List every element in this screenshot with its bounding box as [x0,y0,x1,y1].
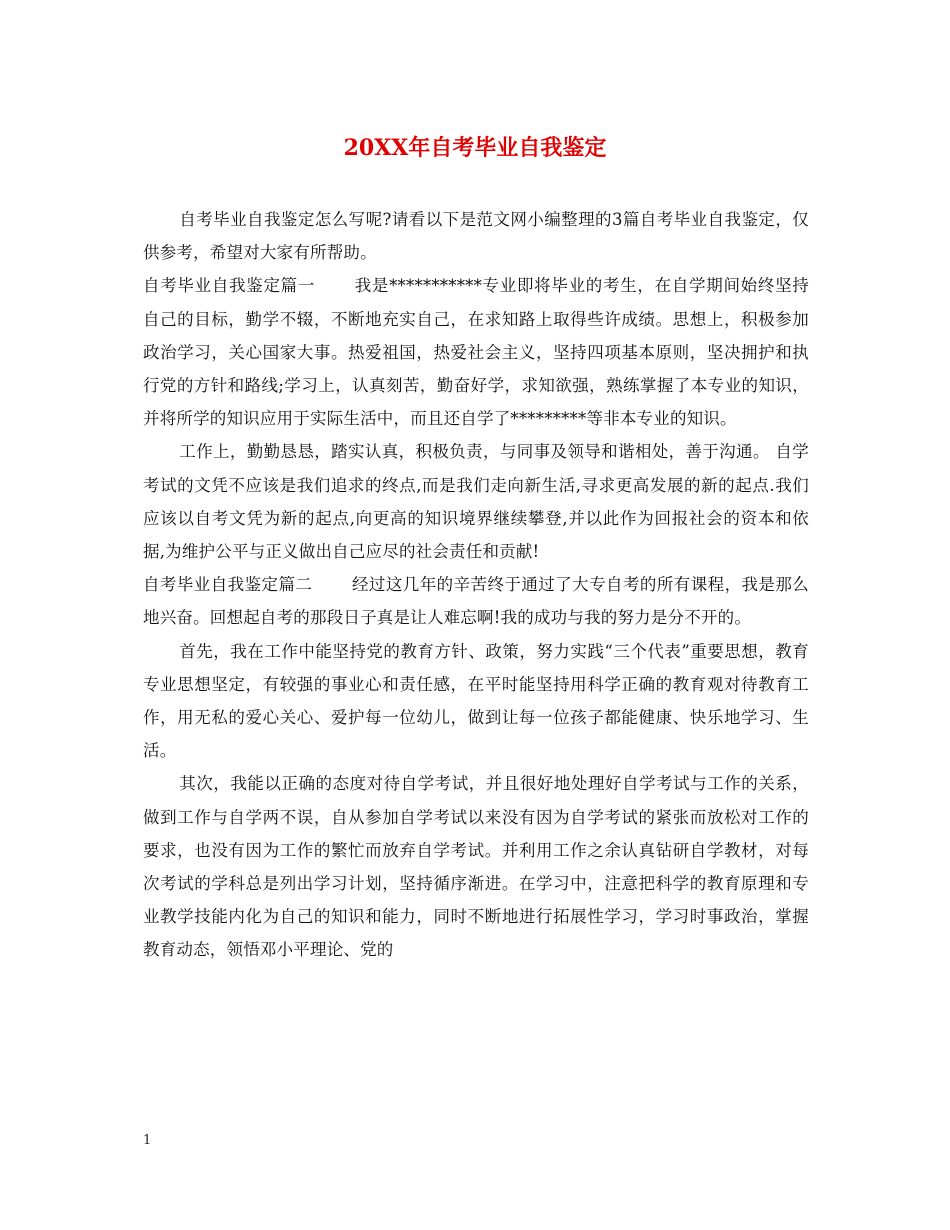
section-two-paragraph [143,568,809,634]
section-one-paragraph [143,269,809,435]
first-point-paragraph: 首先，我在工作中能坚持党的教育方针、政策，努力实践“三个代表”重要思想，教育专业思想坚定，有较强的事业心和责任感，在平时能坚持用科学正确的教育观对待教育工作，用无私的爱心关心、爱护每一位幼儿，做到让每一位孩子都能健康、快乐地学习、生活。 [143,641,809,761]
page-number: 1 [143,1133,152,1148]
work-paragraph: 工作上，勤勤恳恳，踏实认真，积极负责，与同事及领导和谐相处，善于沟通。 自学考试的文凭不应该是我们追求的终点,而是我们走向新生活,寻求更高发展的新的起点.我们应该以自考文凭为新的起点,向更高的知识境界继续攀登,并以此作为回报社会的资本和依据,为维护公平与正义做出自己应尽的社会责任和贡献! [143,442,809,562]
document-title: 20XX年自考毕业自我鉴定 [343,135,607,161]
section-one-heading: 自考毕业自我鉴定篇一 [143,276,316,296]
document-body [143,203,809,967]
intro-paragraph: 自考毕业自我鉴定怎么写呢?请看以下是范文网小编整理的3篇自考毕业自我鉴定，仅供参考，希望对大家有所帮助。 [143,210,809,263]
section-two-text: 经过这几年的辛苦终于通过了大专自考的所有课程，我是那么地兴奋。回想起自考的那段日子真是让人难忘啊!我的成功与我的努力是分不开的。 [143,575,810,628]
second-point-paragraph: 其次，我能以正确的态度对待自学考试，并且很好地处理好自学考试与工作的关系，做到工作与自学两不误，自从参加自学考试以来没有因为自学考试的紧张而放松对工作的要求，也没有因为工作的繁忙而放弃自学考试。并利用工作之余认真钻研自学教材，对每次考试的学科总是列出学习计划，坚持循序渐进。在学习中，注意把科学的教育原理和专业教学技能内化为自己的知识和能力，同时不断地进行拓展性学习，学习时事政治，掌握教育动态，领悟邓小平理论、党的 [143,774,809,960]
section-one-text: 我是***********专业即将毕业的考生，在自学期间始终坚持自己的目标，勤学不辍，不断地充实自己，在求知路上取得些许成绩。思想上，积极参加政治学习，关心国家大事。热爱祖国，热爱社会主义，坚持四项基本原则，坚决拥护和执行党的方针和路线;学习上，认真刻苦，勤奋好学，求知欲强，熟练掌握了本专业的知识，并将所学的知识应用于实际生活中，而且还自学了*********等非本专业的知识。 [143,276,810,429]
section-two-heading: 自考毕业自我鉴定篇二 [143,575,313,595]
